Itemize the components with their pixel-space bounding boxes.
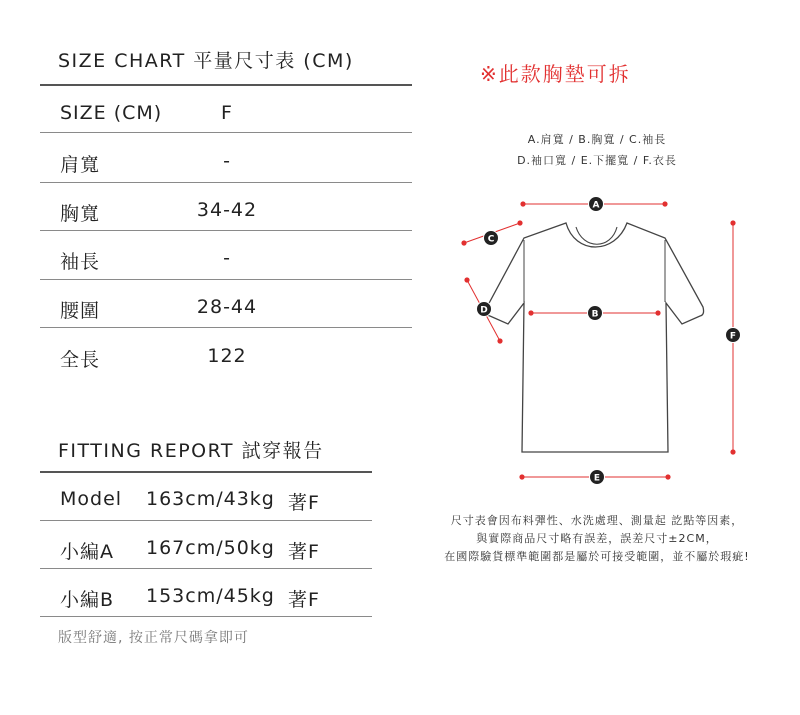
size-chart-title: SIZE CHART 平量尺寸表 (CM)	[58, 50, 354, 72]
legend-line-2: D.袖口寬 / E.下擺寬 / F.衣長	[517, 154, 677, 167]
size-header-label: SIZE (CM)	[60, 102, 163, 124]
size-header-value: F	[221, 102, 233, 124]
sleeve-length-label: 袖長	[60, 251, 101, 273]
tshirt-collar	[576, 227, 617, 244]
legend-line-1: A.肩寬 / B.胸寬 / C.袖長	[527, 133, 667, 146]
fitting-size: 著F	[288, 492, 320, 514]
disclaimer-line-3: 在國際驗貨標準範圍都是屬於可接受範圍，並不屬於瑕疵!	[444, 550, 750, 563]
marker-d-badge	[477, 302, 492, 317]
marker-a-label: A	[592, 200, 600, 211]
marker-b-badge	[588, 306, 603, 321]
waist-value: 28-44	[196, 296, 258, 318]
sleeve-length-value: -	[223, 247, 231, 269]
marker-e-label: E	[593, 473, 601, 484]
marker-d-label: D	[480, 305, 488, 316]
marker-e-badge	[590, 470, 605, 485]
disclaimer-line-1: 尺寸表會因布料彈性、水洗處理、測量起 訖點等因素，	[450, 514, 744, 527]
marker-a-badge	[589, 197, 604, 212]
marker-f-badge	[726, 328, 741, 343]
chest-width-value: 34-42	[196, 199, 258, 221]
marker-f-label: F	[729, 331, 737, 342]
fitting-model: 小編B	[60, 589, 115, 611]
chest-width-label: 胸寬	[60, 203, 101, 225]
waist-label: 腰圍	[60, 300, 101, 322]
fitting-model: Model	[60, 488, 123, 510]
fitting-stats: 163cm/43kg	[146, 488, 275, 510]
marker-c-label: C	[487, 234, 495, 245]
marker-c-badge	[484, 231, 499, 246]
fitting-note: 版型舒適, 按正常尺碼拿即可	[58, 630, 249, 646]
disclaimer-line-2: 與實際商品尺寸略有誤差，誤差尺寸±2CM，	[476, 532, 718, 545]
total-length-value: 122	[207, 345, 247, 367]
fitting-stats: 153cm/45kg	[146, 585, 275, 607]
tshirt-outline	[486, 223, 703, 452]
fitting-size: 著F	[288, 589, 320, 611]
fitting-model: 小編A	[60, 541, 114, 563]
removable-pad-note: ※此款胸墊可拆	[480, 62, 631, 86]
fitting-size: 著F	[288, 541, 320, 563]
shoulder-width-value: -	[223, 150, 231, 172]
total-length-label: 全長	[60, 349, 101, 371]
marker-b-label: B	[591, 309, 599, 320]
fitting-report-title: FITTING REPORT 試穿報告	[58, 440, 324, 462]
shoulder-width-label: 肩寬	[60, 154, 101, 176]
fitting-stats: 167cm/50kg	[146, 537, 275, 559]
